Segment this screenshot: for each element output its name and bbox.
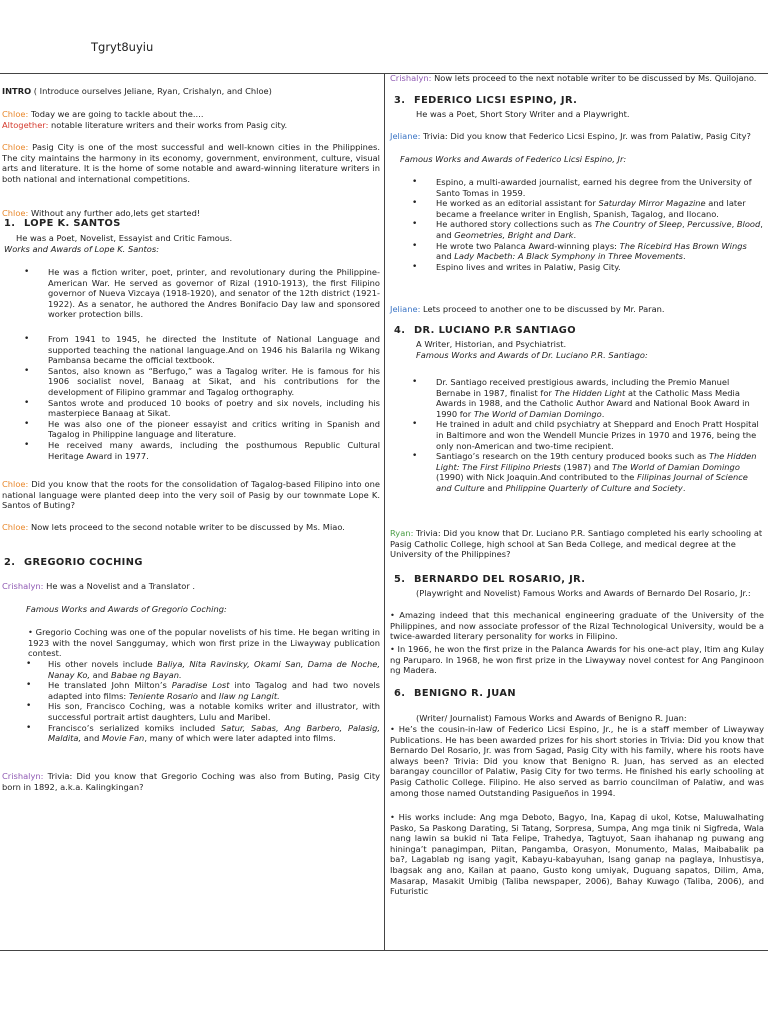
list-item: • He was a fiction writer, poet, printer, and revolutionary during the Philippine-American War. He served as governor of Rizal (1910-1913), the first Filipino governor of Nueva Vizcaya (1918-1920), and senator of the 12th district (1921-1922). As a senator, he authored the Andres Bonifacio Day law and sponsored worker protection bills. bbox=[2, 267, 380, 320]
lope-description: He was a Poet, Novelist, Essayist and Critic Famous. bbox=[16, 233, 233, 243]
del-rosario-paragraph-2: • In 1966, he won the first prize in the Palanca Awards for his one-act play, Itim ang Kulay ng Paruparo. In 1968, he won first prize in the Liwayway novel contest for Ang Panginoon ng Madera. bbox=[390, 644, 764, 676]
crishalyn-line-1 bbox=[2, 581, 380, 592]
text-italic: Philippine Quarterly of Culture and Society bbox=[505, 482, 683, 493]
coching-works-heading: Famous Works and Awards of Gregorio Coching: bbox=[26, 604, 227, 614]
intro-line bbox=[2, 86, 380, 97]
text-italic: Movie Fan bbox=[102, 733, 145, 744]
list-item bbox=[2, 723, 380, 744]
chloe-line-3 bbox=[2, 208, 380, 219]
line-text: Today we are going to tackle about the.... bbox=[28, 109, 204, 119]
section-heading-lope-santos bbox=[4, 219, 380, 230]
speaker-chloe: Chloe: bbox=[2, 208, 29, 218]
section-title: GREGORIO COCHING bbox=[24, 557, 143, 568]
column-divider bbox=[384, 74, 385, 950]
crishalyn-line-2 bbox=[390, 73, 764, 84]
list-item bbox=[390, 198, 764, 219]
section-heading-bernardo-del-rosario bbox=[394, 575, 764, 586]
intro-text: ( Introduce ourselves Jeliane, Ryan, Crishalyn, and Chloe) bbox=[31, 86, 272, 96]
script-table bbox=[0, 73, 768, 951]
section-heading-luciano-santiago bbox=[394, 326, 764, 337]
text: and bbox=[436, 251, 455, 262]
speaker-ryan: Ryan: bbox=[390, 528, 414, 538]
text: Dr. Santiago received prestigious awards, including the Premio Manuel Bernabe in 1987, finalist for bbox=[436, 377, 730, 398]
line-text: Now lets proceed to the second notable writer to be discussed by Ms. Miao. bbox=[28, 522, 345, 532]
list-item: • Santos, also known as “Berfugo,” was a Tagalog writer. He is famous for his 1906 socialist novel, Banaag at Sikat, and his contributions for the development of Filipino grammar and Tagalog orthography. bbox=[2, 366, 380, 398]
text-italic: The Hidden Light: The First Filipino Priests bbox=[436, 451, 757, 472]
coching-paragraph: • Gregorio Coching was one of the popular novelists of his time. He began writing in 1923 with the novel Sanggumay, which won first prize in the Liwayway publication contest. bbox=[28, 627, 380, 659]
del-rosario-paragraph-1: • Amazing indeed that this mechanical engineering graduate of the University of the Philippines, and now associate professor of the Rizal Technological University, would be a twice-awarded literary personality for works in Filipino. bbox=[390, 610, 764, 642]
ryan-trivia bbox=[390, 528, 764, 560]
altogether-line bbox=[2, 120, 380, 131]
text: at the Catholic Mass Media Awards in 1988, and the Catholic Author Award and National Book Award in 1990 for bbox=[436, 387, 750, 419]
speaker-crishalyn: Crishalyn: bbox=[390, 73, 432, 83]
text-italic: Teniente Rosario bbox=[128, 690, 198, 701]
section-number: 3. bbox=[394, 95, 406, 106]
espino-bullet-list bbox=[390, 177, 764, 272]
santiago-bullet-list bbox=[390, 377, 764, 494]
intro-label: INTRO bbox=[2, 86, 32, 96]
text: and bbox=[81, 733, 102, 744]
list-item bbox=[390, 451, 764, 493]
list-item: • He received many awards, including the posthumous Republic Cultural Heritage Award in 1977. bbox=[2, 440, 380, 461]
line-text: Trivia: Did you know that Dr. Luciano P.R. Santiago completed his early schooling at Pasig Catholic College, high school at San Beda College, and medical degree at the University of the Philippines? bbox=[390, 528, 763, 560]
line-text: He was a Novelist and a Translator . bbox=[43, 581, 196, 591]
jeliane-line-2 bbox=[390, 304, 764, 315]
text: , bbox=[681, 219, 688, 230]
text: He worked as an editorial assistant for bbox=[436, 198, 599, 209]
section-title: BENIGNO R. JUAN bbox=[414, 688, 516, 699]
speaker-crishalyn: Crishalyn: bbox=[2, 581, 44, 591]
speaker-chloe: Chloe: bbox=[2, 142, 29, 152]
section-number: 1. bbox=[4, 218, 16, 229]
text: . bbox=[683, 251, 686, 262]
text-italic: Lady Macbeth: A Black Symphony in Three Movements bbox=[454, 251, 684, 262]
text: , bbox=[731, 219, 737, 230]
line-text: Now lets proceed to the next notable writer to be discussed by Ms. Quilojano. bbox=[431, 73, 757, 83]
text-italic: Ilaw ng Langit. bbox=[218, 690, 280, 701]
coching-bullet-list bbox=[2, 659, 380, 744]
text-italic: The Hidden Light bbox=[554, 387, 626, 398]
santiago-works-heading: Famous Works and Awards of Dr. Luciano P.R. Santiago: bbox=[416, 350, 648, 360]
section-heading-federico-espino bbox=[394, 96, 764, 107]
line-text: Did you know that the roots for the consolidation of Tagalog-based Filipino into one national language were planted deep into the very soil of Pasig by our townmate Lope K. Santos of Buting? bbox=[2, 479, 380, 511]
chloe-line-1 bbox=[2, 109, 380, 120]
lope-bullet-list-2 bbox=[2, 334, 380, 461]
list-item bbox=[390, 377, 764, 419]
line-text: Without any further ado,lets get started! bbox=[28, 208, 201, 218]
list-item: • Santos wrote and produced 10 books of poetry and six novels, including his masterpiece Banaag at Sikat. bbox=[2, 398, 380, 419]
section-number: 2. bbox=[4, 557, 16, 568]
juan-description: (Writer/ Journalist) Famous Works and Awards of Benigno R. Juan: bbox=[416, 713, 687, 723]
list-item bbox=[2, 680, 380, 701]
list-item: • He was also one of the pioneer essayist and critics writing in Spanish and Tagalog in Philippine language and literature. bbox=[2, 419, 380, 440]
list-item bbox=[2, 659, 380, 680]
text-italic: Babae ng Bayan. bbox=[110, 669, 182, 680]
text: and later became a freelance writer in English, Spanish, Tagalog, and Ilocano. bbox=[436, 198, 746, 219]
line-text: Trivia: Did you know that Gregorio Coching was also from Buting, Pasig City born in 1892, a.k.a. Kalingkingan? bbox=[2, 771, 380, 792]
list-item: • Espino lives and writes in Palatiw, Pasig City. bbox=[390, 262, 764, 273]
jeliane-trivia-1 bbox=[390, 131, 764, 142]
text: . bbox=[601, 408, 605, 419]
juan-paragraph-1: • He’s the cousin-in-law of Federico Licsi Espino, Jr., he is a staff member of Liwayway Publications. He has been awarded prizes for his short stories in Trivia: Did you know that Bernardo Del Rosario, Jr. was from Sagad, Pasig City with his family, where his roots have always been? Trivia: Did you know that Benigno R. Juan, has served as an elected barangay councillor of Palatiw, Pasig City for two terms. He finished his early schooling at Pasig Catholic College. Filipino. He also served as barrio councilman of Palatiw, and was among those named Outstanding Pasigueños in 1994. bbox=[390, 724, 764, 798]
document-header: Tgryt8uyiu bbox=[91, 40, 154, 54]
espino-description: He was a Poet, Short Story Writer and a Playwright. bbox=[416, 109, 630, 119]
text-italic: Geometries, Bright and Dark bbox=[454, 229, 574, 240]
text: (1990) with Nick Joaquin.And contributed to the bbox=[436, 472, 638, 483]
section-title: BERNARDO DEL ROSARIO, JR. bbox=[414, 574, 586, 585]
text: into Tagalog and had two novels adapted into films: bbox=[48, 680, 380, 701]
text-italic: Saturday Mirror Magazine bbox=[598, 198, 706, 209]
section-number: 4. bbox=[394, 325, 406, 336]
text: He wrote two Palanca Award-winning plays: bbox=[436, 240, 620, 251]
del-rosario-description: (Playwright and Novelist) Famous Works and Awards of Bernardo Del Rosario, Jr.: bbox=[416, 588, 751, 598]
crishalyn-trivia bbox=[2, 771, 380, 792]
juan-paragraph-2: • His works include: Ang mga Deboto, Bagyo, Ina, Kapag di ukol, Kotse, Maluwalhating Pasko, Sa Paskong Darating, Si Tatang, Sorpresa, Sumpa, Ang mga tinik ni Sigfreda, Wala nang lawin sa bukid ni Tata Felipe, Trahedya, Tagtuyot, Saan ihahanap ng puwang ang hininga’t panagimpan, Piitan, Pangamba, Orasyon, Monumento, Malas, Maibabalik pa ba?, Lagablab ng isang yagit, Kabayu-kabayuhan, Isang ganap na paglaya, Inhustisya, Ibagsak ang ano, Kailan at paano, Gusto kong umiyak, Duguang sapatos, Dilim, Ama, Masarap, Masakit Umibig (Taliba newspaper, 2006), Bahay Kuwago (Taliba, 2006), and Futuristic bbox=[390, 812, 764, 897]
text: Francisco’s serialized komiks included bbox=[48, 722, 221, 733]
speaker-altogether: Altogether: bbox=[2, 120, 49, 130]
line-text: Lets proceed to another one to be discussed by Mr. Paran. bbox=[420, 304, 665, 314]
line-text: notable literature writers and their works from Pasig city. bbox=[48, 120, 288, 130]
text-italic: Percussive bbox=[687, 219, 732, 230]
speaker-crishalyn: Crishalyn: bbox=[2, 771, 44, 781]
section-heading-benigno-juan bbox=[394, 689, 764, 700]
list-item bbox=[390, 219, 764, 240]
speaker-jeliane: Jeliane: bbox=[390, 131, 421, 141]
speaker-jeliane: Jeliane: bbox=[390, 304, 421, 314]
list-item: • From 1941 to 1945, he directed the Institute of National Language and supported teaching the national language.And on 1946 his Balarila ng Wikang Pambansa became the official textbook. bbox=[2, 334, 380, 366]
text-italic: The Country of Sleep bbox=[594, 219, 682, 230]
section-number: 6. bbox=[394, 688, 406, 699]
text-italic: Paradise Lost bbox=[171, 680, 230, 691]
list-item bbox=[390, 241, 764, 262]
chloe-line-4 bbox=[2, 479, 380, 511]
line-text: Trivia: Did you know that Federico Licsi Espino, Jr. was from Palatiw, Pasig City? bbox=[420, 131, 751, 141]
speaker-chloe: Chloe: bbox=[2, 109, 29, 119]
section-number: 5. bbox=[394, 574, 406, 585]
text-italic: The Ricebird Has Brown Wings bbox=[619, 240, 747, 251]
text-italic: The World of Damian Domingo bbox=[612, 461, 740, 472]
chloe-line-5 bbox=[2, 522, 380, 533]
text: and bbox=[484, 482, 506, 493]
text: His other novels include bbox=[48, 659, 158, 669]
text: and bbox=[90, 669, 111, 680]
section-title: FEDERICO LICSI ESPINO, JR. bbox=[414, 95, 578, 106]
list-item: • His son, Francisco Coching, was a notable komiks writer and illustrator, with successful portrait artist daughters, Lulu and Maribel. bbox=[2, 701, 380, 722]
speaker-chloe: Chloe: bbox=[2, 522, 29, 532]
speaker-chloe: Chloe: bbox=[2, 479, 29, 489]
santiago-description: A Writer, Historian, and Psychiatrist. bbox=[416, 339, 567, 349]
espino-works-heading: Famous Works and Awards of Federico Licsi Espino, Jr: bbox=[400, 154, 627, 164]
section-title: LOPE K. SANTOS bbox=[24, 218, 121, 229]
text: He authored story collections such as bbox=[436, 219, 595, 230]
list-item: • He trained in adult and child psychiatry at Sheppard and Enoch Pratt Hospital in Baltimore and won the Wendell Muncie Prizes in 1970 and 1976, being the only non-American and two-time recipient. bbox=[390, 419, 764, 451]
section-heading-gregorio-coching bbox=[4, 558, 380, 569]
text-italic: Blood bbox=[736, 219, 761, 230]
section-title: DR. LUCIANO P.R SANTIAGO bbox=[414, 325, 576, 336]
text: He translated John Milton’s bbox=[48, 680, 172, 691]
text: and bbox=[197, 690, 219, 701]
text: (1987) and bbox=[560, 461, 612, 472]
text: . bbox=[682, 482, 686, 493]
text: , many of which were later adapted into films. bbox=[144, 733, 336, 744]
text-italic: Baliya, Nita Ravinsky, Okami San, Dama de Noche, Nanay Ko, bbox=[48, 659, 380, 680]
text: Santiago’s research on the 19th century produced books such as bbox=[436, 451, 709, 462]
lope-bullet-list-1 bbox=[2, 267, 380, 320]
text: . bbox=[573, 229, 577, 240]
text: , and bbox=[436, 219, 763, 240]
list-item: • Espino, a multi-awarded journalist, earned his degree from the University of Santo Tomas in 1959. bbox=[390, 177, 764, 198]
line-text: Pasig City is one of the most successful and well-known cities in the Philippines. The city maintains the harmony in its economy, government, environment, culture, visual arts and literature. It is the home of some notable and award-winning literature writers in both national and international competitions. bbox=[2, 142, 380, 184]
text-italic: The World of Damian Domingo bbox=[473, 408, 602, 419]
lope-works-heading: Works and Awards of Lope K. Santos: bbox=[4, 244, 159, 254]
text-italic: Satur, Sabas, Ang Barbero, Palasig, Maldita, bbox=[48, 722, 380, 744]
chloe-line-2 bbox=[2, 142, 380, 184]
text-italic: Filipinas Journal of Science and Culture bbox=[436, 472, 748, 493]
